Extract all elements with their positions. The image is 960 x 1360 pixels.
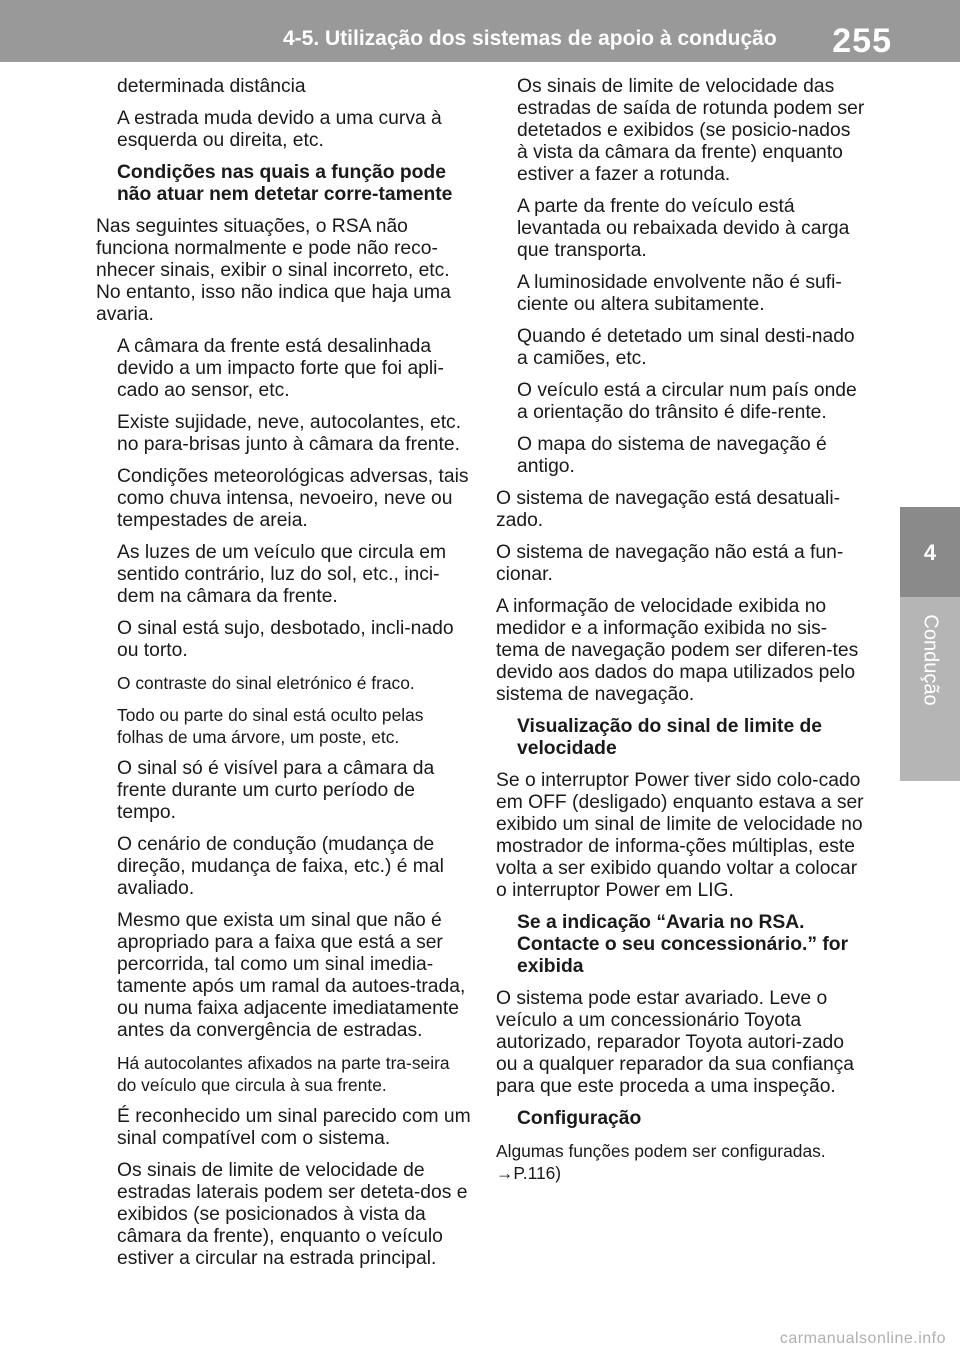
- bullet-item: A estrada muda devido a uma curva à esquerda ou direita, etc.: [117, 108, 442, 151]
- section-title: 4-5. Utilização dos sistemas de apoio à condução: [283, 27, 777, 50]
- paragraph: O sistema de navegação não está a fun-cionar.: [496, 542, 844, 585]
- bullet-item: As luzes de um veículo que circula em sentido contrário, luz do sol, etc., inci-dem na câmara da frente.: [117, 542, 447, 607]
- bullet-item: O mapa do sistema de navegação é antigo.: [517, 434, 827, 477]
- bullet-item: A câmara da frente está desalinhada devido a um impacto forte que foi apli-cado ao sensor, etc.: [117, 336, 444, 401]
- paragraph: Nas seguintes situações, o RSA não funciona normalmente e pode não reco-nhecer sinais, exibir o sinal incorreto, etc. No entanto, isso não indica que haja uma avaria.: [96, 216, 451, 325]
- bullet-item: Condições meteorológicas adversas, tais como chuva intensa, nevoeiro, neve ou tempestades de areia.: [117, 466, 469, 531]
- subheading: Condições nas quais a função pode não atuar nem detetar corre-tamente: [117, 162, 453, 205]
- bullet-item: O veículo está a circular num país onde a orientação do trânsito é dife-rente.: [517, 380, 857, 423]
- bullet-item: O sinal está sujo, desbotado, incli-nado ou torto.: [117, 618, 454, 661]
- watermark: carmanualsonline.info: [779, 1330, 946, 1347]
- chapter-number: 4: [923, 540, 937, 565]
- subheading: Visualização do sinal de limite de velocidade: [517, 716, 823, 759]
- bullet-item: A luminosidade envolvente não é sufi-ciente ou altera subitamente.: [517, 272, 842, 315]
- bullet-item: Mesmo que exista um sinal que não é apropriado para a faixa que está a ser percorrida, tal como um sinal imedia-tamente após um ramal da autoes-trada, ou numa faixa adjacente imediatamente antes da convergência de estradas.: [117, 910, 466, 1041]
- bullet-item: Os sinais de limite de velocidade de estradas laterais podem ser deteta-dos e exibidos (se posicionados à vista da câmara da frente), enquanto o veículo estiver a circular na estrada principal.: [117, 1160, 468, 1269]
- bullet-item: Quando é detetado um sinal desti-nado a camiões, etc.: [517, 326, 855, 369]
- paragraph: O sistema de navegação está desatuali-zado.: [496, 488, 841, 531]
- bullet-item: Há autocolantes afixados na parte tra-seira do veículo que circula à sua frente.: [117, 1053, 450, 1095]
- paragraph: Se o interruptor Power tiver sido colo-cado em OFF (desligado) enquanto estava a ser exibido um sinal de limite de velocidade no mostrador de informa-ções múltiplas, este volta a ser exibido quando voltar a colocar o interruptor Power em LIG.: [496, 770, 864, 901]
- bullet-item: Todo ou parte do sinal está oculto pelas folhas de uma árvore, um poste, etc.: [117, 705, 424, 747]
- bullet-item: determinada distância: [117, 76, 306, 97]
- right-column: [496, 76, 866, 1194]
- bullet-item: Existe sujidade, neve, autocolantes, etc. no para-brisas junto à câmara da frente.: [117, 412, 462, 455]
- bullet-item: A parte da frente do veículo está levantada ou rebaixada devido à carga que transporta.: [517, 196, 850, 261]
- subheading: Configuração: [517, 1108, 642, 1129]
- subheading: Se a indicação “Avaria no RSA. Contacte o seu concessionário.” for exibida: [517, 912, 849, 977]
- left-column: [96, 76, 471, 1280]
- bullet-item: É reconhecido um sinal parecido com um sinal compatível com o sistema.: [117, 1106, 471, 1149]
- paragraph: O sistema pode estar avariado. Leve o veículo a um concessionário Toyota autorizado, reparador Toyota autori-zado ou a qualquer reparador da sua confiança para que este proceda a uma inspeção.: [496, 988, 855, 1097]
- header-divider: [0, 60, 960, 62]
- page-number: 255: [832, 22, 892, 60]
- bullet-item: Os sinais de limite de velocidade das estradas de saída de rotunda podem ser detetados e exibidos (se posicio-nados à vista da câmara da frente) enquanto estiver a fazer a rotunda.: [517, 76, 865, 185]
- bullet-item: O cenário de condução (mudança de direção, mudança de faixa, etc.) é mal avaliado.: [117, 834, 444, 899]
- reference-note: Algumas funções podem ser configuradas. →P.116): [496, 1141, 826, 1183]
- bullet-item: O contraste do sinal eletrónico é fraco.: [117, 673, 415, 693]
- chapter-label: Condução: [919, 614, 942, 706]
- paragraph: A informação de velocidade exibida no medidor e a informação exibida no sis-tema de navegação podem ser diferen-tes devido aos dados do mapa utilizados pelo sistema de navegação.: [496, 596, 859, 705]
- bullet-item: O sinal só é visível para a câmara da frente durante um curto período de tempo.: [117, 758, 435, 823]
